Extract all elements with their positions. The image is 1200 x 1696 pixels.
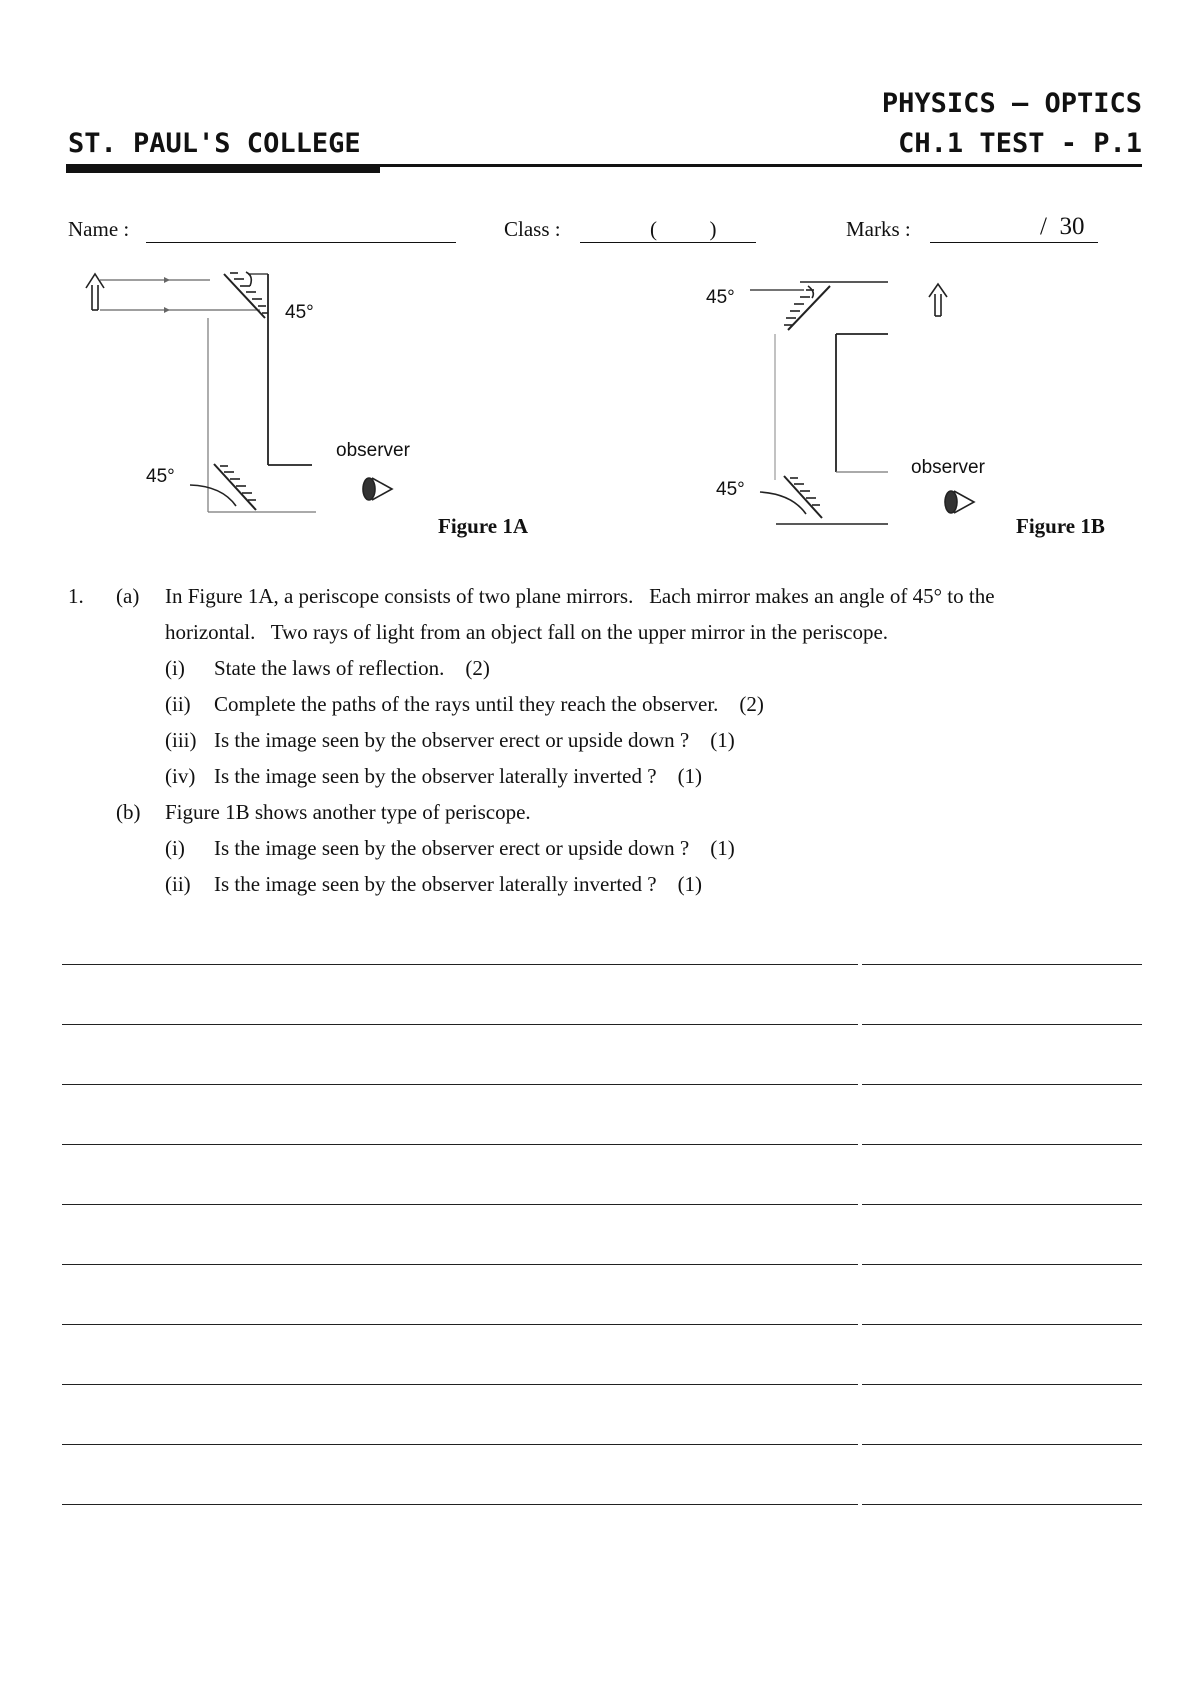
answer-line[interactable] — [62, 1024, 858, 1025]
figure-1a-diagram — [86, 272, 392, 512]
part-a-text-line2: horizontal. Two rays of light from an object fall on the upper mirror in the periscope. — [165, 620, 889, 644]
part-a-text-line1: In Figure 1A, a periscope consists of two plane mirrors. Each mirror makes an angle of 45° to the — [165, 584, 995, 608]
name-label: Name : — [68, 217, 130, 241]
part-b-text: Figure 1B shows another type of periscope. — [165, 800, 531, 824]
answer-line-right[interactable] — [862, 1324, 1142, 1325]
answer-line-right[interactable] — [862, 1024, 1142, 1025]
answer-line-right[interactable] — [862, 1444, 1142, 1445]
answer-line[interactable] — [62, 1324, 858, 1325]
answer-line[interactable] — [62, 1264, 858, 1265]
header-rule-thick — [66, 167, 380, 173]
fig1a-angle-top: 45° — [285, 302, 314, 323]
part-a-ii-label: (ii) — [165, 692, 191, 716]
answer-line-right[interactable] — [862, 964, 1142, 965]
answer-line[interactable] — [62, 964, 858, 965]
periscope-figures — [0, 260, 1200, 550]
object-arrow-icon — [86, 274, 104, 310]
upper-mirror-1b — [784, 286, 830, 330]
part-b-ii-text: Is the image seen by the observer laterally inverted ? (1) — [214, 872, 703, 896]
fig1b-angle-bottom: 45° — [716, 479, 745, 500]
class-label: Class : — [504, 217, 561, 241]
answer-line-right[interactable] — [862, 1084, 1142, 1085]
answer-line-right[interactable] — [862, 1264, 1142, 1265]
eye-icon — [363, 478, 392, 500]
test-title: CH.1 TEST - P.1 — [898, 128, 1142, 159]
answer-line-right[interactable] — [862, 1384, 1142, 1385]
class-number-paren: ( ) — [650, 217, 717, 241]
upper-mirror-1a — [224, 272, 268, 465]
fig1b-angle-top: 45° — [706, 287, 735, 308]
class-field[interactable] — [580, 242, 756, 243]
part-a-label: (a) — [116, 584, 140, 608]
part-b-label: (b) — [116, 800, 141, 824]
part-b-ii-label: (ii) — [165, 872, 191, 896]
answer-line[interactable] — [62, 1444, 858, 1445]
part-a-iv-text: Is the image seen by the observer laterally inverted ? (1) — [214, 764, 703, 788]
marks-label: Marks : — [846, 217, 911, 241]
fig1a-angle-bottom: 45° — [146, 466, 175, 487]
marks-field[interactable] — [930, 242, 1098, 243]
figure-1b-caption: Figure 1B — [1016, 514, 1105, 538]
part-a-iii-text: Is the image seen by the observer erect or upside down ? (1) — [214, 728, 735, 752]
answer-line-right[interactable] — [862, 1204, 1142, 1205]
fig1b-observer-label: observer — [911, 457, 985, 478]
answer-line[interactable] — [62, 1204, 858, 1205]
figure-1a-caption: Figure 1A — [438, 514, 529, 538]
part-a-i-text: State the laws of reflection. (2) — [214, 656, 490, 680]
figure-1b-diagram — [750, 282, 974, 524]
object-arrow-icon-1b — [929, 284, 947, 316]
part-b-i-text: Is the image seen by the observer erect or upside down ? (1) — [214, 836, 735, 860]
fig1a-observer-label: observer — [336, 440, 410, 461]
marks-total: / 30 — [1040, 213, 1085, 240]
part-a-i-label: (i) — [165, 656, 185, 680]
answer-line-right[interactable] — [862, 1144, 1142, 1145]
answer-line[interactable] — [62, 1504, 858, 1505]
part-a-iii-label: (iii) — [165, 728, 197, 752]
lower-mirror-1b — [760, 476, 822, 518]
answer-line[interactable] — [62, 1144, 858, 1145]
eye-icon-1b — [945, 491, 974, 513]
answer-line[interactable] — [62, 1084, 858, 1085]
answer-line[interactable] — [62, 1384, 858, 1385]
part-a-iv-label: (iv) — [165, 764, 196, 788]
name-field[interactable] — [146, 242, 456, 243]
school-name: ST. PAUL'S COLLEGE — [68, 128, 361, 159]
part-b-i-label: (i) — [165, 836, 185, 860]
answer-line-right[interactable] — [862, 1504, 1142, 1505]
lower-mirror-1a — [190, 464, 256, 510]
question-number: 1. — [68, 584, 84, 608]
subject-title: PHYSICS – OPTICS — [881, 88, 1142, 119]
part-a-ii-text: Complete the paths of the rays until they reach the observer. (2) — [214, 692, 764, 716]
